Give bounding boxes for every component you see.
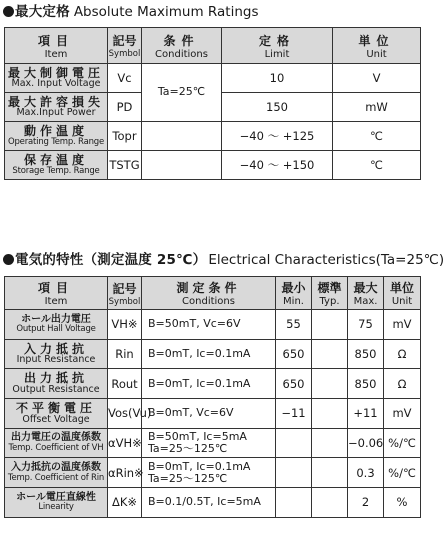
row-typ [312, 310, 348, 340]
row-typ [312, 339, 348, 369]
row-condition: Ta=25℃ [142, 64, 222, 122]
header-symbol: 記号 Symbol [108, 28, 142, 64]
row-name: 最大制御電圧 Max. Input Voltage [5, 64, 108, 93]
row-symbol: αRin※ [108, 458, 142, 488]
row-unit: %/℃ [384, 458, 421, 488]
row-limit: −40 〜 +150 [222, 151, 333, 180]
row-unit: mW [333, 93, 421, 122]
row-max: −0.06 [348, 428, 384, 458]
row-max: 2 [348, 488, 384, 518]
row-unit: mV [384, 310, 421, 340]
row-symbol: Topr [108, 122, 142, 151]
row-unit: V [333, 64, 421, 93]
row-max: +11 [348, 399, 384, 429]
row-typ [312, 428, 348, 458]
row-condition: B=0mT, Ic=0.1mA [142, 339, 276, 369]
row-typ [312, 399, 348, 429]
row-condition: B=0.1/0.5T, Ic=5mA [142, 488, 276, 518]
header-conditions: 条件 Conditions [142, 28, 222, 64]
row-unit: mV [384, 399, 421, 429]
row-symbol: TSTG [108, 151, 142, 180]
row-min: 650 [276, 339, 312, 369]
row-min [276, 458, 312, 488]
header-item: 項目 Item [5, 28, 108, 64]
row-name: 入力抵抗の温度係数 Temp. Coefficient of Rin [5, 458, 108, 488]
bullet-icon [3, 6, 14, 17]
row-name: ホール出力電圧 Output Hall Voltage [5, 310, 108, 340]
row-min [276, 428, 312, 458]
section-title-max-ratings [3, 3, 258, 21]
row-typ [312, 458, 348, 488]
row-condition: B=0mT, Ic=0.1mA [142, 369, 276, 399]
row-name: 動作温度 Operating Temp. Range [5, 122, 108, 151]
row-condition-empty [142, 122, 222, 151]
row-condition: B=0mT, Ic=0.1mA Ta=25〜125℃ [142, 458, 276, 488]
header-item: 項目 Item [5, 277, 108, 310]
header-min: 最小 Min. [276, 277, 312, 310]
row-min [276, 488, 312, 518]
section-title-jp: 電気的特性（測定温度 25℃） [15, 252, 207, 268]
row-unit: ℃ [333, 151, 421, 180]
row-name: 入力抵抗 Input Resistance [5, 339, 108, 369]
table-row [5, 428, 421, 458]
section-title-en: Absolute Maximum Ratings [73, 4, 259, 20]
row-max: 0.3 [348, 458, 384, 488]
row-name: 最大許容損失 Max.Input Power [5, 93, 108, 122]
header-symbol: 記号 Symbol [108, 277, 142, 310]
row-symbol: VH※ [108, 310, 142, 340]
header-limit: 定格 Limit [222, 28, 333, 64]
row-unit: ℃ [333, 122, 421, 151]
row-unit: Ω [384, 339, 421, 369]
row-symbol: Vc [108, 64, 142, 93]
row-symbol: Rin [108, 339, 142, 369]
row-condition: B=50mT, Vc=6V [142, 310, 276, 340]
max-ratings-table [4, 27, 421, 180]
table-row [5, 151, 421, 180]
section-title-electrical [3, 251, 444, 269]
row-condition: B=0mT, Vc=6V [142, 399, 276, 429]
table-row [5, 339, 421, 369]
row-name: 保存温度 Storage Temp. Range [5, 151, 108, 180]
bullet-icon [3, 254, 14, 265]
row-name: ホール電圧直線性 Linearity [5, 488, 108, 518]
section-title-jp: 最大定格 [15, 4, 70, 20]
row-symbol: Rout [108, 369, 142, 399]
header-unit: 単位 Unit [384, 277, 421, 310]
header-conditions: 測定条件 Conditions [142, 277, 276, 310]
row-limit: 150 [222, 93, 333, 122]
table-row [5, 122, 421, 151]
header-max: 最大 Max. [348, 277, 384, 310]
row-limit: −40 〜 +125 [222, 122, 333, 151]
section-title-en: Electrical Characteristics(Ta=25℃) [208, 252, 444, 268]
row-unit: Ω [384, 369, 421, 399]
table-row [5, 458, 421, 488]
row-unit: % [384, 488, 421, 518]
table-row [5, 310, 421, 340]
row-max: 75 [348, 310, 384, 340]
table-header-row [5, 28, 421, 64]
row-condition: B=50mT, Ic=5mA Ta=25〜125℃ [142, 428, 276, 458]
row-symbol: Vos(Vu) [108, 399, 142, 429]
row-max: 850 [348, 339, 384, 369]
row-min: −11 [276, 399, 312, 429]
table-row [5, 369, 421, 399]
row-min: 55 [276, 310, 312, 340]
row-typ [312, 488, 348, 518]
row-condition-empty [142, 151, 222, 180]
row-symbol: ΔK※ [108, 488, 142, 518]
header-unit: 単位 Unit [333, 28, 421, 64]
row-unit: %/℃ [384, 428, 421, 458]
header-typ: 標準 Typ. [312, 277, 348, 310]
table-row [5, 399, 421, 429]
row-name: 不平衡電圧 Offset Voltage [5, 399, 108, 429]
row-min: 650 [276, 369, 312, 399]
electrical-characteristics-table [4, 276, 421, 518]
row-symbol: PD [108, 93, 142, 122]
row-name: 出力電圧の温度係数 Temp. Coefficient of VH [5, 428, 108, 458]
table-header-row [5, 277, 421, 310]
table-row [5, 488, 421, 518]
table-row [5, 64, 421, 93]
row-typ [312, 369, 348, 399]
row-name: 出力抵抗 Output Resistance [5, 369, 108, 399]
row-symbol: αVH※ [108, 428, 142, 458]
row-max: 850 [348, 369, 384, 399]
row-limit: 10 [222, 64, 333, 93]
